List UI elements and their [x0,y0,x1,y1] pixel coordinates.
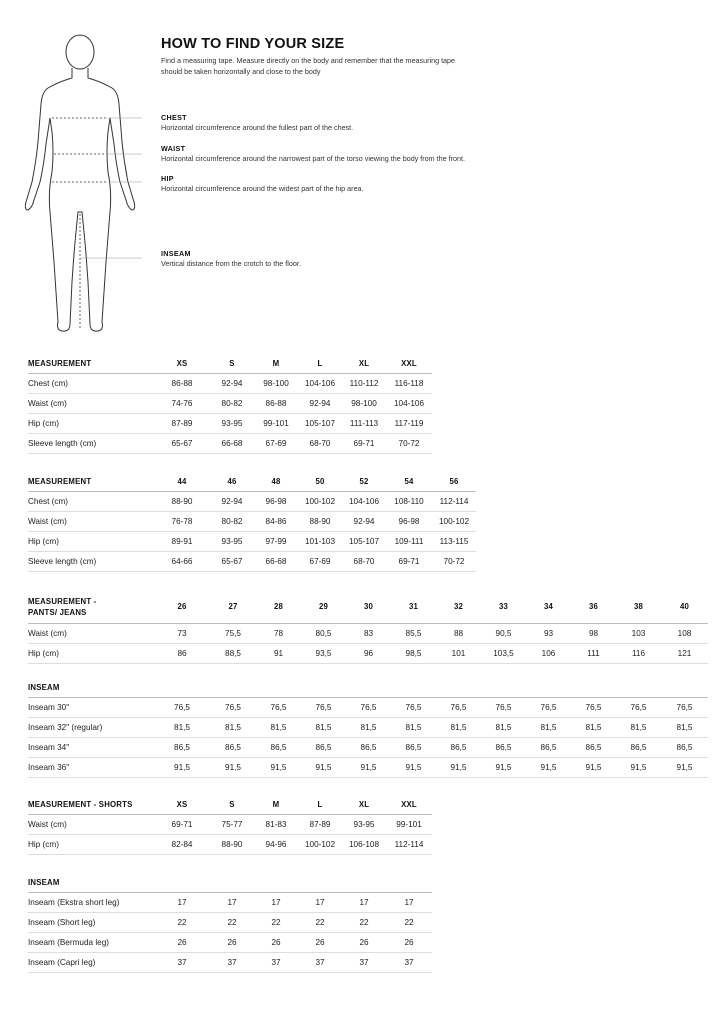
table-row [28,434,432,454]
table-cell: Inseam 30" [28,698,154,718]
table-cell: 93-95 [342,815,386,835]
table-cell: 37 [386,953,432,973]
table-cell: 86,5 [571,738,616,758]
size-table-shorts [28,795,432,855]
table-cell: 86,5 [526,738,571,758]
table-cell: 22 [210,913,254,933]
table-cell: 96-98 [386,512,432,532]
table-cell: 81,5 [571,718,616,738]
table-cell: 111 [571,644,616,664]
table-cell: 86,5 [210,738,256,758]
table-cell: 86,5 [346,738,391,758]
table-cell: 17 [210,893,254,913]
table-cell: 89-91 [154,532,210,552]
table-cell: 73 [154,624,210,644]
table-cell: 76,5 [301,698,346,718]
table-header-cell: 32 [436,590,481,624]
table-cell: 69-71 [154,815,210,835]
table-cell: 81,5 [256,718,301,738]
table-header-cell: 56 [432,472,476,492]
table-cell: 70-72 [386,434,432,454]
table-cell: 98-100 [342,394,386,414]
table-cell: 101 [436,644,481,664]
table-header-cell: 46 [210,472,254,492]
table-header-cell: XS [154,795,210,815]
table-cell: 76,5 [571,698,616,718]
table-cell: 17 [298,893,342,913]
definition-desc: Horizontal circumference around the fullest part of the chest. [161,123,354,132]
table-cell: Inseam (Capri leg) [28,953,154,973]
table-cell: 76,5 [436,698,481,718]
table-header-cell: MEASUREMENT [28,354,154,374]
table-cell: 105-107 [298,414,342,434]
table-cell: 26 [342,933,386,953]
table-cell: 81,5 [391,718,436,738]
table-cell: 104-106 [342,492,386,512]
table-header-cell: L [298,354,342,374]
table-cell: 86,5 [154,738,210,758]
table-cell: 76-78 [154,512,210,532]
table-cell: 64-66 [154,552,210,572]
table-header-cell: MEASUREMENT [28,472,154,492]
size-table-pants [28,590,708,664]
table-cell: 76,5 [391,698,436,718]
table-cell: Inseam (Short leg) [28,913,154,933]
table-cell: 104-106 [386,394,432,414]
table-cell: 68-70 [298,434,342,454]
definition-desc: Horizontal circumference around the widest part of the hip area. [161,184,364,193]
table-cell: 37 [298,953,342,973]
body-figure-icon [18,32,142,338]
table-cell: 65-67 [210,552,254,572]
table-row [28,953,432,973]
table-row [28,913,432,933]
table-cell: 80-82 [210,394,254,414]
table-header-cell: XL [342,354,386,374]
table-cell: 82-84 [154,835,210,855]
definition-desc: Vertical distance from the crotch to the floor. [161,259,301,268]
table-header-cell: 50 [298,472,342,492]
table-header-cell: MEASUREMENT - PANTS/ JEANS [28,590,154,624]
table-cell: 76,5 [616,698,661,718]
table-cell: 100-102 [298,492,342,512]
table-cell: 91,5 [346,758,391,778]
table-cell: 37 [154,953,210,973]
table-cell: 121 [661,644,708,664]
table-header-cell: XXL [386,354,432,374]
table-cell: 86,5 [391,738,436,758]
table-row [28,414,432,434]
table-row [28,532,476,552]
table-header-cell: INSEAM [28,678,154,698]
table-cell: 86-88 [254,394,298,414]
table-cell: 80,5 [301,624,346,644]
table-row [28,394,432,414]
table-cell: 88-90 [154,492,210,512]
table-cell: 108 [661,624,708,644]
table-cell: 22 [154,913,210,933]
table-cell: 93,5 [301,644,346,664]
table-cell: 92-94 [210,492,254,512]
table-header-cell: 38 [616,590,661,624]
table-cell: 37 [210,953,254,973]
table-cell: 76,5 [256,698,301,718]
table-cell: 75,5 [210,624,256,644]
table-cell: 81,5 [346,718,391,738]
table-cell: 108-110 [386,492,432,512]
table-cell: 81,5 [436,718,481,738]
table-cell: 86,5 [436,738,481,758]
table-cell: 78 [256,624,301,644]
table-cell: 86,5 [481,738,526,758]
definition-term: HIP [161,174,174,183]
table-cell: 67-69 [254,434,298,454]
table-cell: Inseam 36" [28,758,154,778]
table-cell: Waist (cm) [28,624,154,644]
table-cell: 26 [298,933,342,953]
table-cell: 66-68 [254,552,298,572]
table-header-row [28,795,432,815]
table-cell: 87-89 [298,815,342,835]
table-header-cell: L [298,795,342,815]
table-row [28,815,432,835]
table-cell: 116 [616,644,661,664]
table-cell: 97-99 [254,532,298,552]
table-cell: Inseam (Bermuda leg) [28,933,154,953]
table-row [28,374,432,394]
table-cell: 91,5 [210,758,256,778]
table-cell: Waist (cm) [28,394,154,414]
table-cell: 65-67 [154,434,210,454]
table-header-cell: 31 [391,590,436,624]
table-header-row [28,678,708,698]
table-cell: 87-89 [154,414,210,434]
table-cell: 103 [616,624,661,644]
table-cell: 92-94 [298,394,342,414]
table-header-cell: 44 [154,472,210,492]
table-cell: 17 [154,893,210,913]
table-cell: 76,5 [661,698,708,718]
table-cell: 81,5 [661,718,708,738]
table-cell: 91,5 [571,758,616,778]
table-cell: 76,5 [481,698,526,718]
table-cell: 66-68 [210,434,254,454]
table-cell: 91,5 [661,758,708,778]
table-cell: Inseam 32" (regular) [28,718,154,738]
table-cell: 81,5 [301,718,346,738]
table-cell: Inseam (Ekstra short leg) [28,893,154,913]
table-cell: 84-86 [254,512,298,532]
table-cell: 98 [571,624,616,644]
table-cell: 37 [254,953,298,973]
table-cell: 91,5 [391,758,436,778]
table-cell: Hip (cm) [28,414,154,434]
table-cell: 88,5 [210,644,256,664]
table-cell: 117-119 [386,414,432,434]
table-header-row [28,873,432,893]
table-cell: 93-95 [210,532,254,552]
table-cell: 91,5 [616,758,661,778]
table-cell: 112-114 [432,492,476,512]
table-cell: 81,5 [481,718,526,738]
table-cell: 93 [526,624,571,644]
table-row [28,492,476,512]
table-cell: 86 [154,644,210,664]
table-cell: 96 [346,644,391,664]
table-cell: 98,5 [391,644,436,664]
table-row [28,644,708,664]
definition-inseam [161,249,301,269]
size-table-pants-inseam [28,678,708,778]
table-cell: 17 [386,893,432,913]
table-cell: Hip (cm) [28,644,154,664]
table-cell: 98-100 [254,374,298,394]
table-header-cell: XL [342,795,386,815]
table-header-cell: 36 [571,590,616,624]
table-cell: 83 [346,624,391,644]
table-header-cell: 40 [661,590,708,624]
table-row [28,512,476,532]
table-cell: 105-107 [342,532,386,552]
table-header-cell: 54 [386,472,432,492]
table-row [28,933,432,953]
table-cell: 26 [154,933,210,953]
table-cell: 74-76 [154,394,210,414]
table-cell: 91,5 [481,758,526,778]
table-cell: 99-101 [254,414,298,434]
table-row [28,893,432,913]
table-cell: 22 [342,913,386,933]
table-cell: 90,5 [481,624,526,644]
table-header-cell: 27 [210,590,256,624]
table-cell: 86,5 [301,738,346,758]
table-header-row [28,472,476,492]
table-cell: 81-83 [254,815,298,835]
table-cell: 22 [298,913,342,933]
table-cell: 91,5 [436,758,481,778]
table-cell: 88 [436,624,481,644]
table-cell: Chest (cm) [28,492,154,512]
table-cell: 81,5 [526,718,571,738]
table-cell: 76,5 [154,698,210,718]
table-cell: 67-69 [298,552,342,572]
table-header-row [28,590,708,624]
table-cell: 69-71 [386,552,432,572]
size-guide-header [161,36,461,77]
table-cell: Waist (cm) [28,512,154,532]
table-cell: 86,5 [256,738,301,758]
table-cell: 76,5 [346,698,391,718]
definition-desc: Horizontal circumference around the narrowest part of the torso viewing the body from the front. [161,154,466,163]
table-cell: 110-112 [342,374,386,394]
table-cell: 91,5 [256,758,301,778]
table-row [28,698,708,718]
size-table-tops-letter [28,354,432,454]
table-cell: 113-115 [432,532,476,552]
table-cell: 81,5 [210,718,256,738]
table-cell: 17 [254,893,298,913]
table-cell: 88-90 [298,512,342,532]
table-cell: 75-77 [210,815,254,835]
table-cell: 26 [254,933,298,953]
table-row [28,738,708,758]
table-cell: 86-88 [154,374,210,394]
table-cell: Waist (cm) [28,815,154,835]
table-row [28,835,432,855]
table-cell: 101-103 [298,532,342,552]
table-header-cell: MEASUREMENT - SHORTS [28,795,154,815]
size-table-tops-numeric [28,472,476,572]
table-cell: Inseam 34" [28,738,154,758]
table-cell: 70-72 [432,552,476,572]
table-cell: 22 [386,913,432,933]
table-cell: 106-108 [342,835,386,855]
table-cell: 86,5 [616,738,661,758]
table-cell: 96-98 [254,492,298,512]
table-header-cell: 30 [346,590,391,624]
definition-waist [161,144,465,164]
table-cell: 92-94 [342,512,386,532]
table-cell: 94-96 [254,835,298,855]
table-cell: 92-94 [210,374,254,394]
table-cell: 111-113 [342,414,386,434]
table-row [28,552,476,572]
table-cell: 91,5 [301,758,346,778]
table-header-cell: 33 [481,590,526,624]
definition-term: INSEAM [161,249,191,258]
table-cell: 99-101 [386,815,432,835]
definition-chest [161,113,353,133]
table-cell: 109-111 [386,532,432,552]
table-header-cell: 29 [301,590,346,624]
table-cell: 106 [526,644,571,664]
table-cell: 104-106 [298,374,342,394]
table-cell: 103,5 [481,644,526,664]
table-cell: 81,5 [616,718,661,738]
table-cell: 22 [254,913,298,933]
definition-term: WAIST [161,144,186,153]
table-cell: Hip (cm) [28,532,154,552]
table-header-cell: 34 [526,590,571,624]
table-header-cell: INSEAM [28,873,154,893]
table-cell: 76,5 [210,698,256,718]
table-cell: 100-102 [298,835,342,855]
table-cell: 112-114 [386,835,432,855]
table-cell: 81,5 [154,718,210,738]
table-header-cell: M [254,354,298,374]
table-header-cell: XS [154,354,210,374]
table-row [28,624,708,644]
table-cell: Sleeve length (cm) [28,434,154,454]
table-cell: Sleeve length (cm) [28,552,154,572]
table-header-cell: S [210,795,254,815]
table-cell: 69-71 [342,434,386,454]
page-title: HOW TO FIND YOUR SIZE [161,36,345,52]
table-cell: 80-82 [210,512,254,532]
table-cell: Chest (cm) [28,374,154,394]
table-cell: 91 [256,644,301,664]
table-cell: 37 [342,953,386,973]
definition-hip [161,174,364,194]
table-header-cell: 48 [254,472,298,492]
table-cell: 26 [386,933,432,953]
table-header-cell: 26 [154,590,210,624]
table-row [28,758,708,778]
table-header-cell: 28 [256,590,301,624]
table-cell: 91,5 [526,758,571,778]
table-cell: 93-95 [210,414,254,434]
table-cell: 86,5 [661,738,708,758]
table-header-row [28,354,432,374]
table-header-cell: 52 [342,472,386,492]
table-cell: 100-102 [432,512,476,532]
table-cell: 68-70 [342,552,386,572]
definition-term: CHEST [161,113,187,122]
table-cell: 85,5 [391,624,436,644]
table-header-cell: S [210,354,254,374]
table-row [28,718,708,738]
table-header-cell: XXL [386,795,432,815]
table-cell: Hip (cm) [28,835,154,855]
intro-text: Find a measuring tape. Measure directly on the body and remember that the measuring tape should be taken horizontally and close to the body [161,56,456,76]
table-cell: 91,5 [154,758,210,778]
table-cell: 17 [342,893,386,913]
table-cell: 116-118 [386,374,432,394]
table-cell: 88-90 [210,835,254,855]
size-table-shorts-inseam [28,873,432,973]
table-cell: 26 [210,933,254,953]
table-header-cell: M [254,795,298,815]
table-cell: 76,5 [526,698,571,718]
